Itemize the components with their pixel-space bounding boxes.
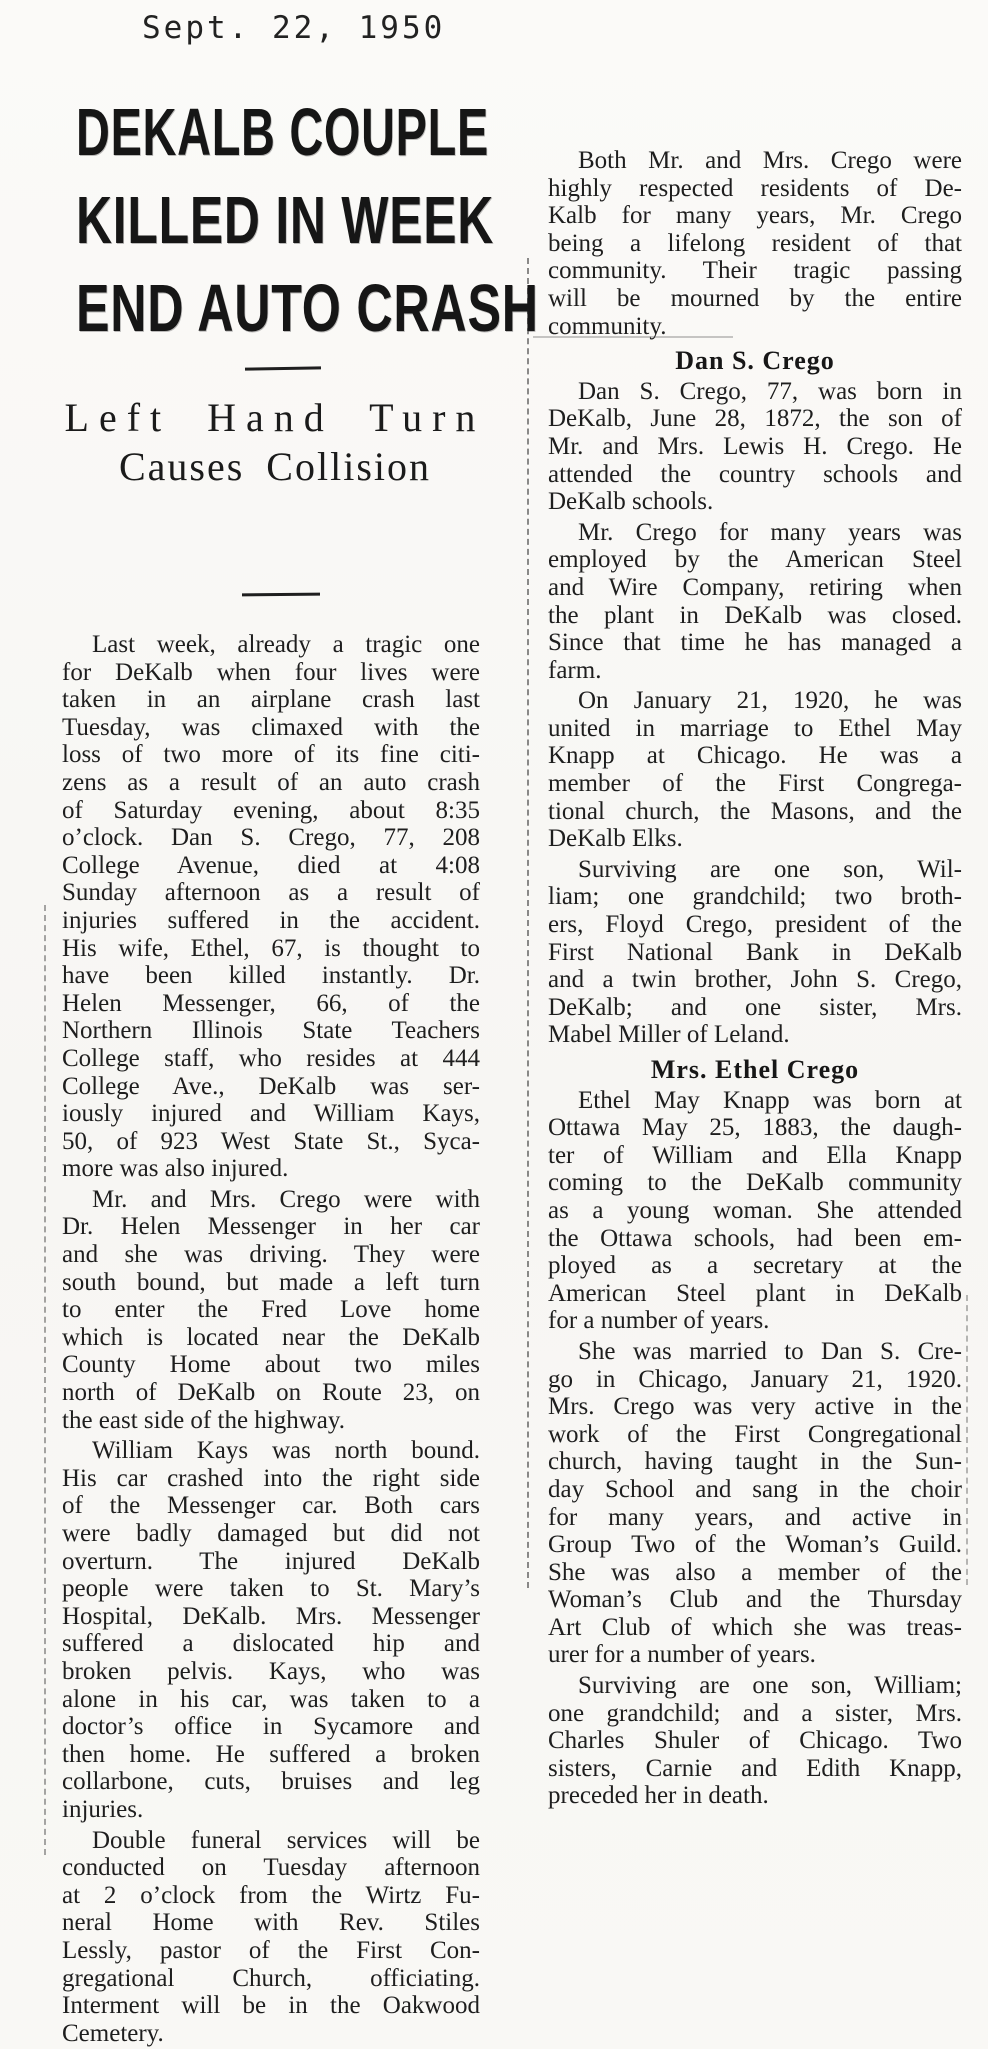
body-line: o’clock. Dan S. Crego, 77, 208 <box>62 824 480 852</box>
body-line: DeKalb Elks. <box>548 825 683 853</box>
main-headline <box>76 94 539 358</box>
body-line: which is located near the DeKalb <box>62 1323 480 1351</box>
body-line: at 2 o’clock from the Wirtz Fu- <box>62 1881 480 1909</box>
body-line: and Wire Company, retiring when <box>548 573 962 601</box>
body-line: for many years, and active in <box>548 1503 962 1531</box>
body-line: Dr. Helen Messenger in her car <box>62 1213 480 1241</box>
paragraph <box>548 856 962 1049</box>
paragraph <box>62 631 480 1183</box>
body-line: Tuesday, was climaxed with the <box>62 713 480 741</box>
body-line: Last week, already a tragic one <box>92 631 480 658</box>
body-line: His wife, Ethel, 67, is thought to <box>62 934 480 962</box>
body-line: neral Home with Rev. Stiles <box>62 1909 480 1937</box>
body-line: She was married to Dan S. Cre- <box>578 1337 962 1365</box>
body-line: united in marriage to Ethel May <box>548 714 962 742</box>
body-line: Lessly, pastor of the First Con- <box>62 1936 480 1964</box>
body-line: American Steel plant in DeKalb <box>548 1279 962 1307</box>
clipping-tear-artifact <box>533 336 733 338</box>
body-line: Group Two of the Woman’s Guild. <box>548 1531 962 1559</box>
body-line: injuries. <box>62 1795 144 1823</box>
body-line: Ethel May Knapp was born at <box>578 1086 962 1114</box>
sub-headline <box>55 393 495 491</box>
body-line: sisters, Carnie and Edith Knapp, <box>548 1754 962 1782</box>
sub-headline-line-1: Left Hand Turn <box>64 395 486 440</box>
body-line: iously injured and William Kays, <box>62 1100 480 1128</box>
body-line: as a young woman. She attended <box>548 1196 962 1224</box>
body-line: Interment will be in the Oakwood <box>62 1992 480 2020</box>
body-line: for DeKalb when four lives were <box>62 658 480 686</box>
body-line: Surviving are one son, Wil- <box>578 855 962 883</box>
body-line: north of DeKalb on Route 23, on <box>62 1379 480 1407</box>
body-line: employed by the American Steel <box>548 546 962 574</box>
body-line: tional church, the Masons, and the <box>548 797 962 825</box>
body-line: farm. <box>548 656 602 684</box>
clipping-edge-artifact-right <box>966 1295 968 1585</box>
body-line: for a number of years. <box>548 1307 770 1335</box>
body-line: Both Mr. and Mrs. Crego were <box>578 147 962 174</box>
section-divider-rule <box>242 593 320 597</box>
body-line: Dan S. Crego, 77, was born in <box>578 377 962 405</box>
body-line: DeKalb, June 28, 1872, the son of <box>548 405 962 433</box>
body-line: injuries suffered in the accident. <box>62 906 480 934</box>
paragraph <box>548 1338 962 1669</box>
paragraph <box>548 519 962 685</box>
paragraph <box>62 1186 480 1434</box>
body-line: William Kays was north bound. <box>92 1437 480 1465</box>
body-line: Double funeral services will be <box>92 1826 480 1854</box>
body-line: Knapp at Chicago. He was a <box>548 742 962 770</box>
left-column <box>62 631 480 2049</box>
body-line: ter of William and Ella Knapp <box>548 1141 962 1169</box>
body-line: Mr. and Mrs. Lewis H. Crego. He <box>548 432 962 460</box>
obituary-heading: Mrs. Ethel Crego <box>650 1055 860 1084</box>
sub-headline-line-2: Causes Collision <box>118 444 432 489</box>
body-line: Helen Messenger, 66, of the <box>62 989 480 1017</box>
body-line: His car crashed into the right side <box>62 1464 480 1492</box>
body-line: conducted on Tuesday afternoon <box>62 1854 480 1882</box>
body-line: the east side of the highway. <box>62 1406 346 1434</box>
body-line: community. <box>548 312 667 340</box>
body-line: broken pelvis. Kays, who was <box>62 1657 480 1685</box>
body-line: College Ave., DeKalb was ser- <box>62 1072 480 1100</box>
paragraph <box>548 378 962 516</box>
body-line: Cemetery. <box>62 2019 164 2047</box>
body-line: Art Club of which she was treas- <box>548 1613 962 1641</box>
right-column <box>548 147 962 1813</box>
body-line: overturn. The injured DeKalb <box>62 1547 480 1575</box>
body-line: of Saturday evening, about 8:35 <box>62 796 480 824</box>
body-line: being a lifelong resident of that <box>548 229 962 257</box>
body-line: south bound, but made a left turn <box>62 1268 480 1296</box>
body-line: Ottawa May 25, 1883, the daugh- <box>548 1114 962 1142</box>
body-line: have been killed instantly. Dr. <box>62 962 480 990</box>
body-line: Mr. Crego for many years was <box>578 518 962 546</box>
paragraph <box>62 1437 480 1823</box>
body-line: more was also injured. <box>62 1155 289 1183</box>
headline-line-1: DEKALB COUPLE <box>76 95 489 170</box>
body-line: and she was driving. They were <box>62 1241 480 1269</box>
body-line: urer for a number of years. <box>548 1641 816 1669</box>
body-line: alone in his car, was taken to a <box>62 1685 480 1713</box>
headline-line-2: KILLED IN WEEK <box>76 183 495 258</box>
body-line: preceded her in death. <box>548 1782 769 1810</box>
body-line: then home. He suffered a broken <box>62 1740 480 1768</box>
body-line: member of the First Congrega- <box>548 770 962 798</box>
body-line: College staff, who resides at 444 <box>62 1044 480 1072</box>
body-line: to enter the Fred Love home <box>62 1296 480 1324</box>
body-line: and a twin brother, John S. Crego, <box>548 966 962 994</box>
body-line: 50, of 923 West State St., Syca- <box>62 1127 480 1155</box>
body-line: gregational Church, officiating. <box>62 1964 480 1992</box>
body-line: ers, Floyd Crego, president of the <box>548 911 962 939</box>
body-line: Woman’s Club and the Thursday <box>548 1586 962 1614</box>
section-divider-rule <box>245 366 321 370</box>
body-line: collarbone, cuts, bruises and leg <box>62 1768 480 1796</box>
body-line: the Ottawa schools, had been em- <box>548 1224 962 1252</box>
body-line: coming to the DeKalb community <box>548 1169 962 1197</box>
body-line: one grandchild; and a sister, Mrs. <box>548 1699 962 1727</box>
body-line: liam; one grandchild; two broth- <box>548 883 962 911</box>
body-line: church, having taught in the Sun- <box>548 1448 962 1476</box>
body-line: Sunday afternoon as a result of <box>62 879 480 907</box>
body-line: Mabel Miller of Leland. <box>548 1021 790 1049</box>
body-line: Mrs. Crego was very active in the <box>548 1393 962 1421</box>
headline-line-3: END AUTO CRASH <box>76 271 539 346</box>
body-line: loss of two more of its fine citi- <box>62 741 480 769</box>
body-line: work of the First Congregational <box>548 1420 962 1448</box>
obituary-heading: Dan S. Crego <box>675 346 835 376</box>
body-line: Kalb for many years, Mr. Crego <box>548 202 962 230</box>
body-line: community. Their tragic passing <box>548 257 962 285</box>
body-line: of the Messenger car. Both cars <box>62 1492 480 1520</box>
clipping-date: Sept. 22, 1950 <box>142 10 446 46</box>
body-line: Hospital, DeKalb. Mrs. Messenger <box>62 1602 480 1630</box>
body-line: were badly damaged but did not <box>62 1520 480 1547</box>
body-line: the plant in DeKalb was closed. <box>548 601 962 629</box>
body-line: Northern Illinois State Teachers <box>62 1017 480 1045</box>
body-line: people were taken to St. Mary’s <box>62 1575 480 1603</box>
body-line: attended the country schools and <box>548 460 962 488</box>
body-line: Mr. and Mrs. Crego were with <box>92 1185 480 1213</box>
body-line: highly respected residents of De- <box>548 174 962 202</box>
body-line: County Home about two miles <box>62 1351 480 1379</box>
body-line: College Avenue, died at 4:08 <box>62 851 480 879</box>
paragraph <box>548 1672 962 1810</box>
body-line: She was also a member of the <box>548 1558 962 1586</box>
paragraph <box>548 687 962 853</box>
paragraph <box>548 147 962 340</box>
body-line: taken in an airplane crash last <box>62 686 480 714</box>
body-line: First National Bank in DeKalb <box>548 938 962 966</box>
column-divider-artifact <box>527 258 529 1588</box>
body-line: On January 21, 1920, he was <box>578 687 962 715</box>
body-line: zens as a result of an auto crash <box>62 768 480 796</box>
paragraph <box>548 1087 962 1335</box>
body-line: DeKalb schools. <box>548 488 714 516</box>
body-line: DeKalb; and one sister, Mrs. <box>548 993 962 1021</box>
body-line: ployed as a secretary at the <box>548 1252 962 1280</box>
clipping-edge-artifact-left <box>44 905 46 1855</box>
body-line: go in Chicago, January 21, 1920. <box>548 1365 962 1393</box>
body-line: Since that time he has managed a <box>548 629 962 657</box>
paragraph <box>62 1827 480 2048</box>
body-line: Surviving are one son, William; <box>578 1672 962 1700</box>
body-line: Charles Shuler of Chicago. Two <box>548 1727 962 1755</box>
body-line: doctor’s office in Sycamore and <box>62 1713 480 1741</box>
body-line: suffered a dislocated hip and <box>62 1630 480 1658</box>
body-line: day School and sang in the choir <box>548 1475 962 1503</box>
body-line: will be mourned by the entire <box>548 284 962 312</box>
